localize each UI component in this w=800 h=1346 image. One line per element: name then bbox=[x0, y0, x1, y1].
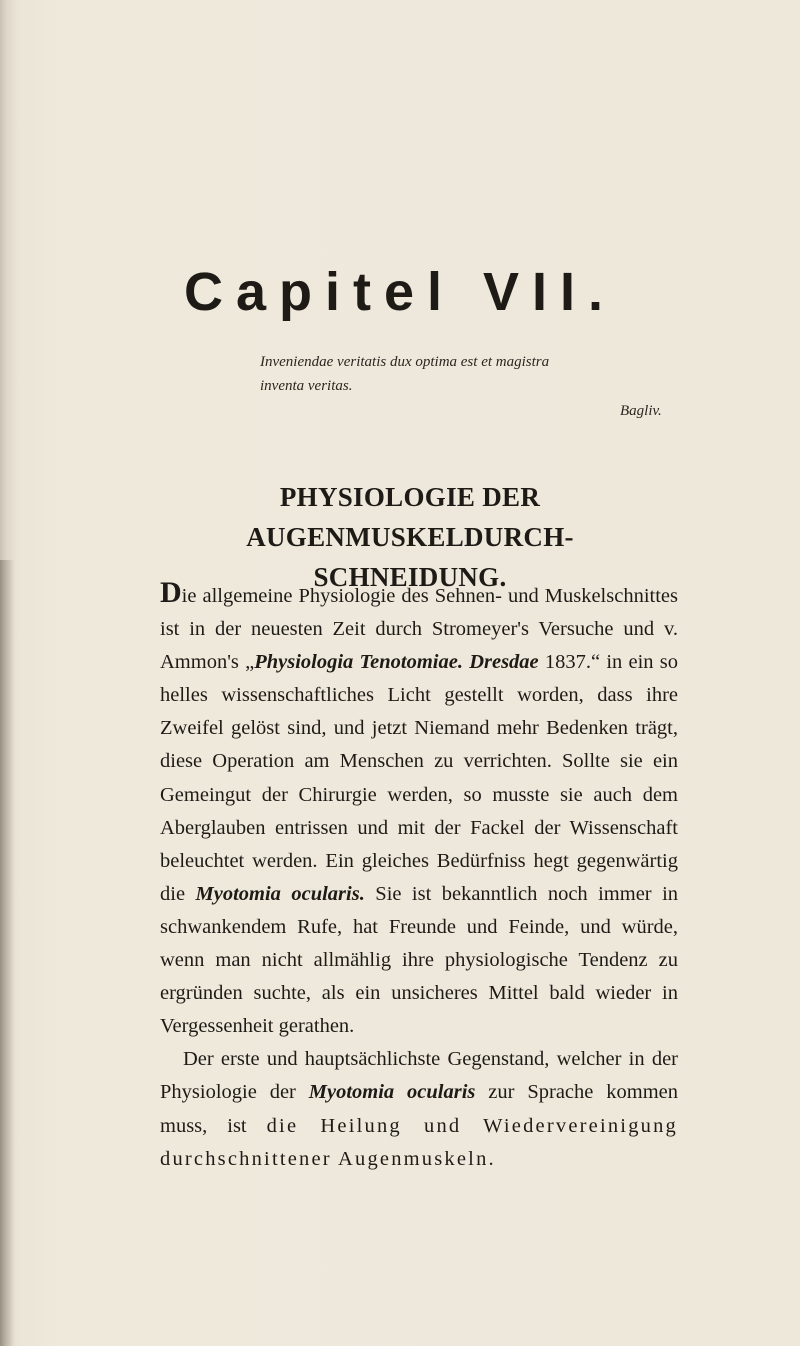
section-heading: PHYSIOLOGIE DER AUGENMUSKELDURCH-SCHNEIDUNG. bbox=[246, 482, 574, 592]
epigraph-line-2: inventa veritas. bbox=[260, 378, 353, 394]
paragraph-2-term: Myotomia ocularis bbox=[308, 1081, 476, 1104]
paragraph-1-text-c: Sie ist bekanntlich noch immer in schwankendem Rufe, hat Freunde und Feinde, und würde, wenn man nicht allmählig ihre physiologische Tendenz zu ergründen suchte, als ein unsicheres Mittel bald wieder in Vergessenheit gerathen. bbox=[160, 882, 679, 1038]
epigraph bbox=[260, 350, 700, 398]
epigraph-line-1: Inveniendae veritatis dux optima est et magistra bbox=[260, 354, 550, 370]
drop-cap: D bbox=[160, 576, 182, 609]
paragraph-2 bbox=[160, 1043, 678, 1175]
paragraph-1-citation: Physiologia Tenotomiae. Dresdae bbox=[254, 651, 539, 674]
paragraph-1 bbox=[160, 576, 679, 1043]
binding-gutter-shadow bbox=[0, 560, 14, 1346]
paragraph-1-text-a: ie allgemeine Physiologie des Sehnen- und Muskelschnittes ist in der neuesten Zeit durch Stromeyer's Versuche und v. Ammon's „ bbox=[160, 585, 678, 674]
paragraph-2-text-a: Der erste und hauptsächlichste Gegenstand, welcher in der Physiologie der bbox=[160, 1048, 678, 1104]
paragraph-2-text-b: zur Sprache kommen muss, ist bbox=[160, 1081, 678, 1137]
paragraph-1-text-b: 1837.“ in ein so helles wissenschaftliches Licht gestellt worden, dass ihre Zweifel gelöst sind, und jetzt Niemand mehr Bedenken trägt, diese Operation am Menschen zu verrichten. Sollte sie ein Gemeingut der Chirurgie werden, so musste sie auch dem Aberglauben entrissen und mit der Fackel der Wissenschaft beleuchtet werden. Ein gleiches Bedürfniss hegt gegenwärtig die bbox=[160, 651, 678, 905]
body-text bbox=[160, 576, 679, 1176]
paragraph-2-emphasis: die Heilung und Wiedervereinigung durchschnittener Augenmuskeln. bbox=[160, 1114, 678, 1170]
paragraph-1-term: Myotomia ocularis. bbox=[195, 882, 365, 905]
epigraph-author: Bagliv. bbox=[620, 403, 662, 419]
chapter-title: Capitel VII. bbox=[183, 262, 617, 322]
